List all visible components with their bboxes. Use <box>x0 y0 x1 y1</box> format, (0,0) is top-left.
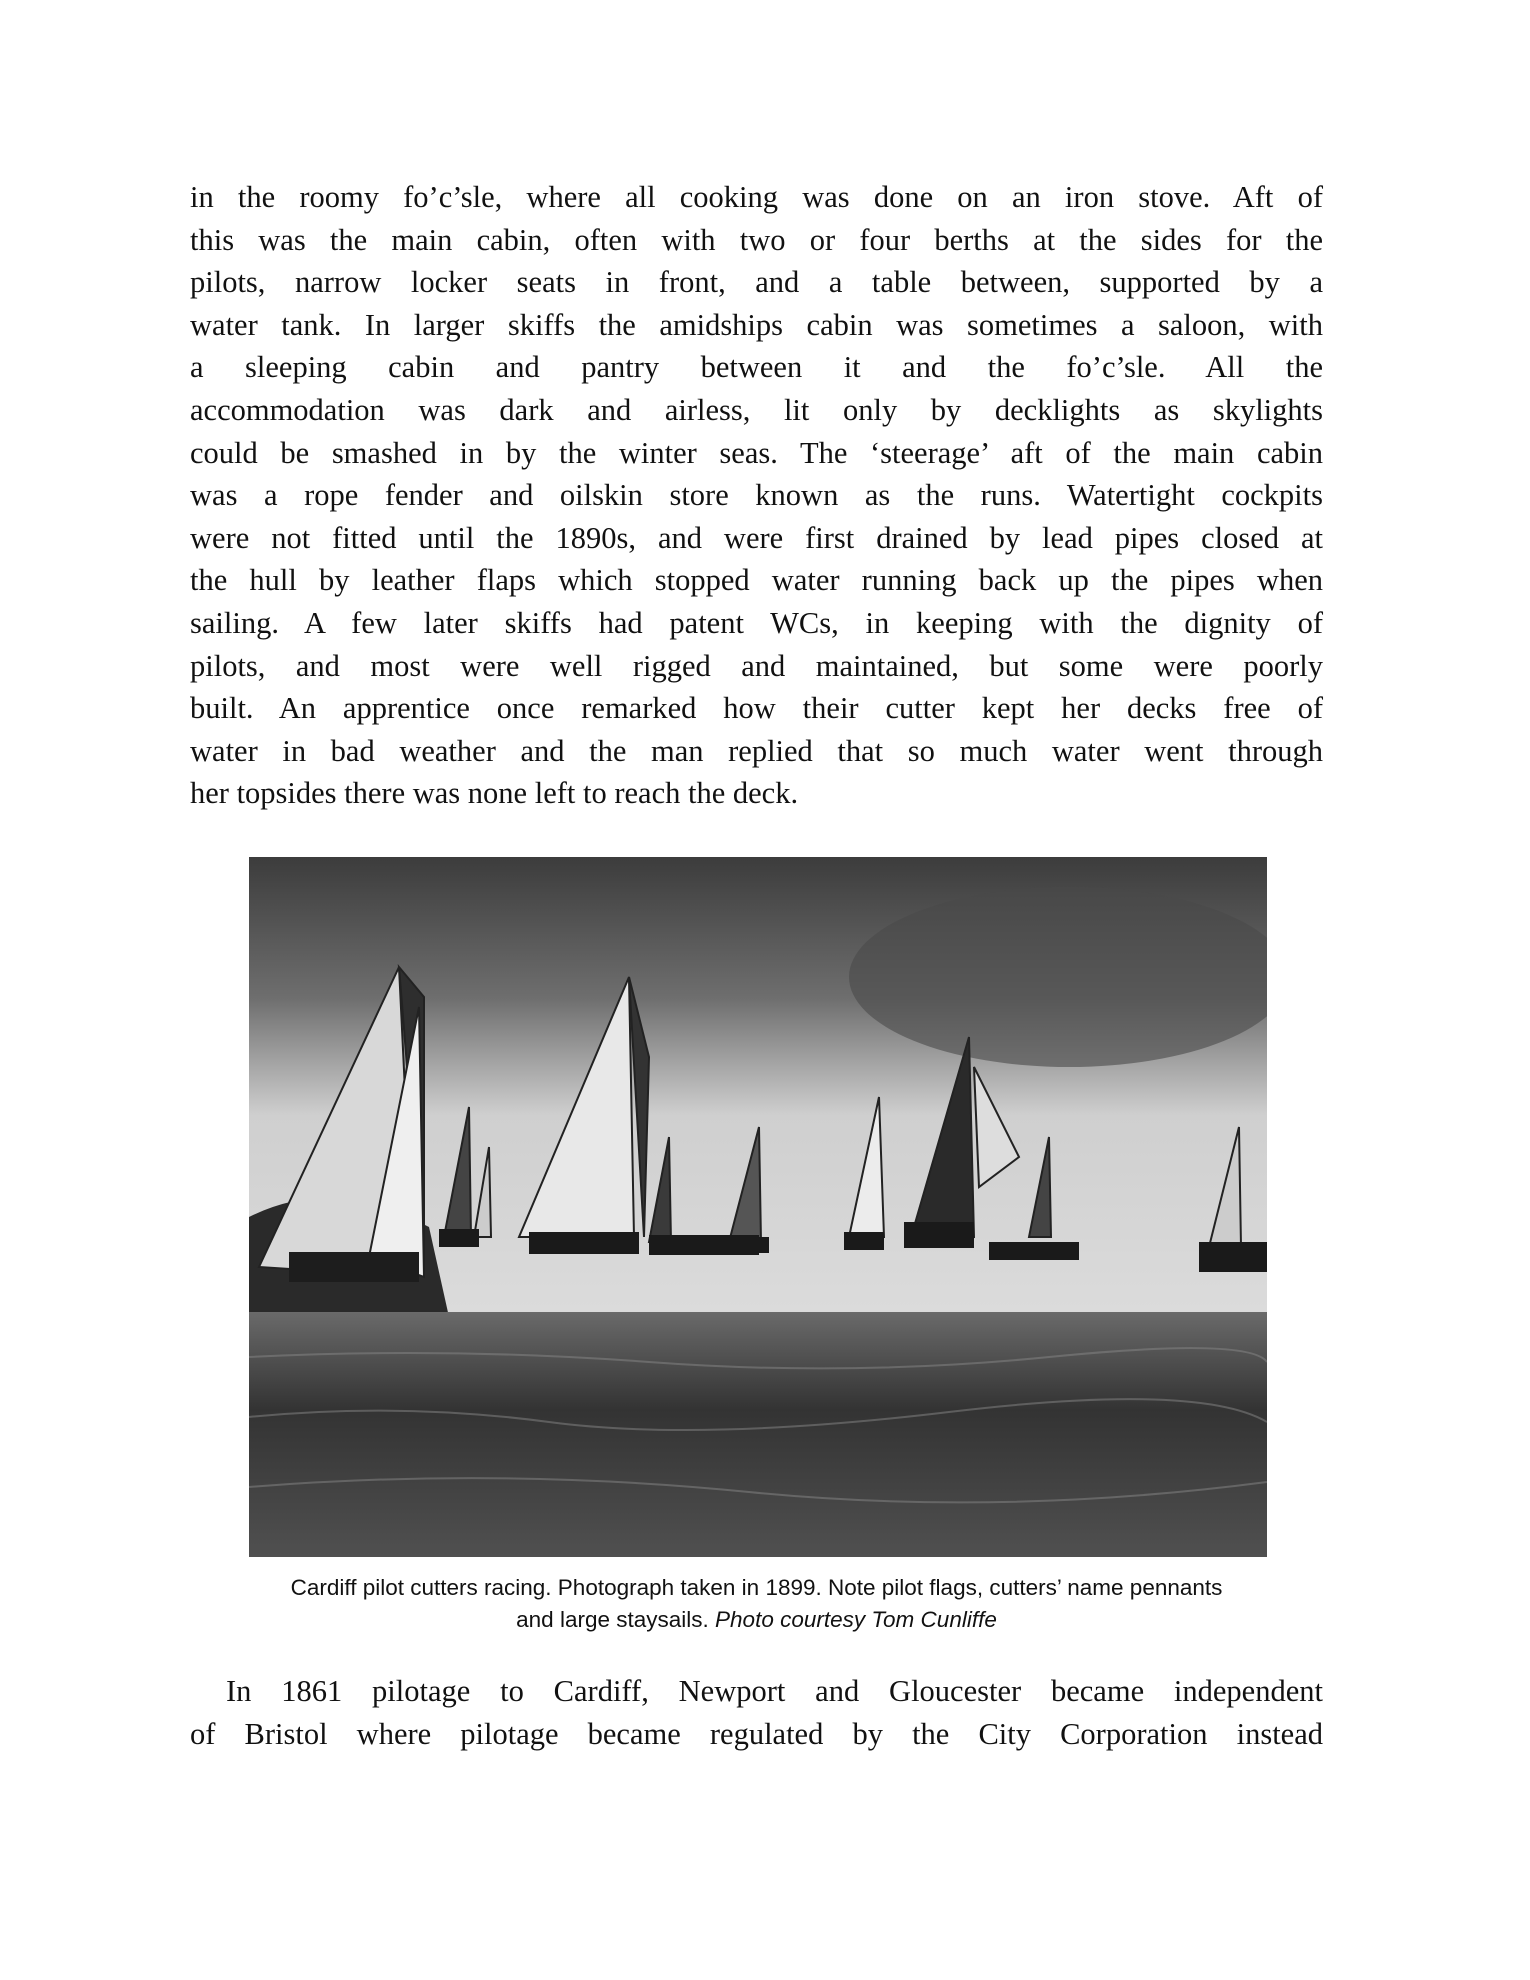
text-line: sailing. A few later skiffs had patent WCs, in keeping with the dignity of <box>190 605 1323 640</box>
text-line: were not fitted until the 1890s, and were first drained by lead pipes closed at <box>190 520 1323 555</box>
caption-line-2 <box>190 1604 1323 1636</box>
caption-line: Cardiff pilot cutters racing. Photograph taken in 1899. Note pilot flags, cutters’ name pennants <box>290 1575 1223 1600</box>
caption-text: and large staysails. <box>516 1607 709 1632</box>
text-line: was a rope fender and oilskin store known as the runs. Watertight cockpits <box>190 478 1323 513</box>
photo-credit: Photo courtesy Tom Cunliffe <box>715 1607 997 1632</box>
text-line: this was the main cabin, often with two or four berths at the sides for the <box>190 222 1323 257</box>
text-line: of Bristol where pilotage became regulated by the City Corporation instead <box>190 1716 1323 1751</box>
text-line: water tank. In larger skiffs the amidships cabin was sometimes a saloon, with <box>190 307 1323 342</box>
figure-caption <box>190 1572 1323 1636</box>
text-line: could be smashed in by the winter seas. The ‘steerage’ aft of the main cabin <box>190 435 1323 470</box>
photo-illustration <box>249 857 1267 1557</box>
text-line: her topsides there was none left to reach the deck. <box>190 776 799 811</box>
text-line: pilots, and most were well rigged and maintained, but some were poorly <box>190 648 1323 683</box>
text-line: the hull by leather flaps which stopped water running back up the pipes when <box>190 563 1323 598</box>
text-line: built. An apprentice once remarked how their cutter kept her decks free of <box>190 691 1323 726</box>
text-line: accommodation was dark and airless, lit only by decklights as skylights <box>190 392 1323 427</box>
text-line: water in bad weather and the man replied that so much water went through <box>190 733 1323 768</box>
text-line: a sleeping cabin and pantry between it and the fo’c’sle. All the <box>190 350 1323 385</box>
text-line: In 1861 pilotage to Cardiff, Newport and Gloucester became independent <box>226 1674 1323 1708</box>
text-line: pilots, narrow locker seats in front, and a table between, supported by a <box>190 265 1323 300</box>
body-paragraph-2 <box>190 1670 1323 1755</box>
text-line: in the roomy fo’c’sle, where all cooking was done on an iron stove. Aft of <box>190 180 1323 214</box>
body-paragraph-1 <box>190 176 1323 815</box>
photo-pilot-cutters-racing <box>249 857 1267 1557</box>
